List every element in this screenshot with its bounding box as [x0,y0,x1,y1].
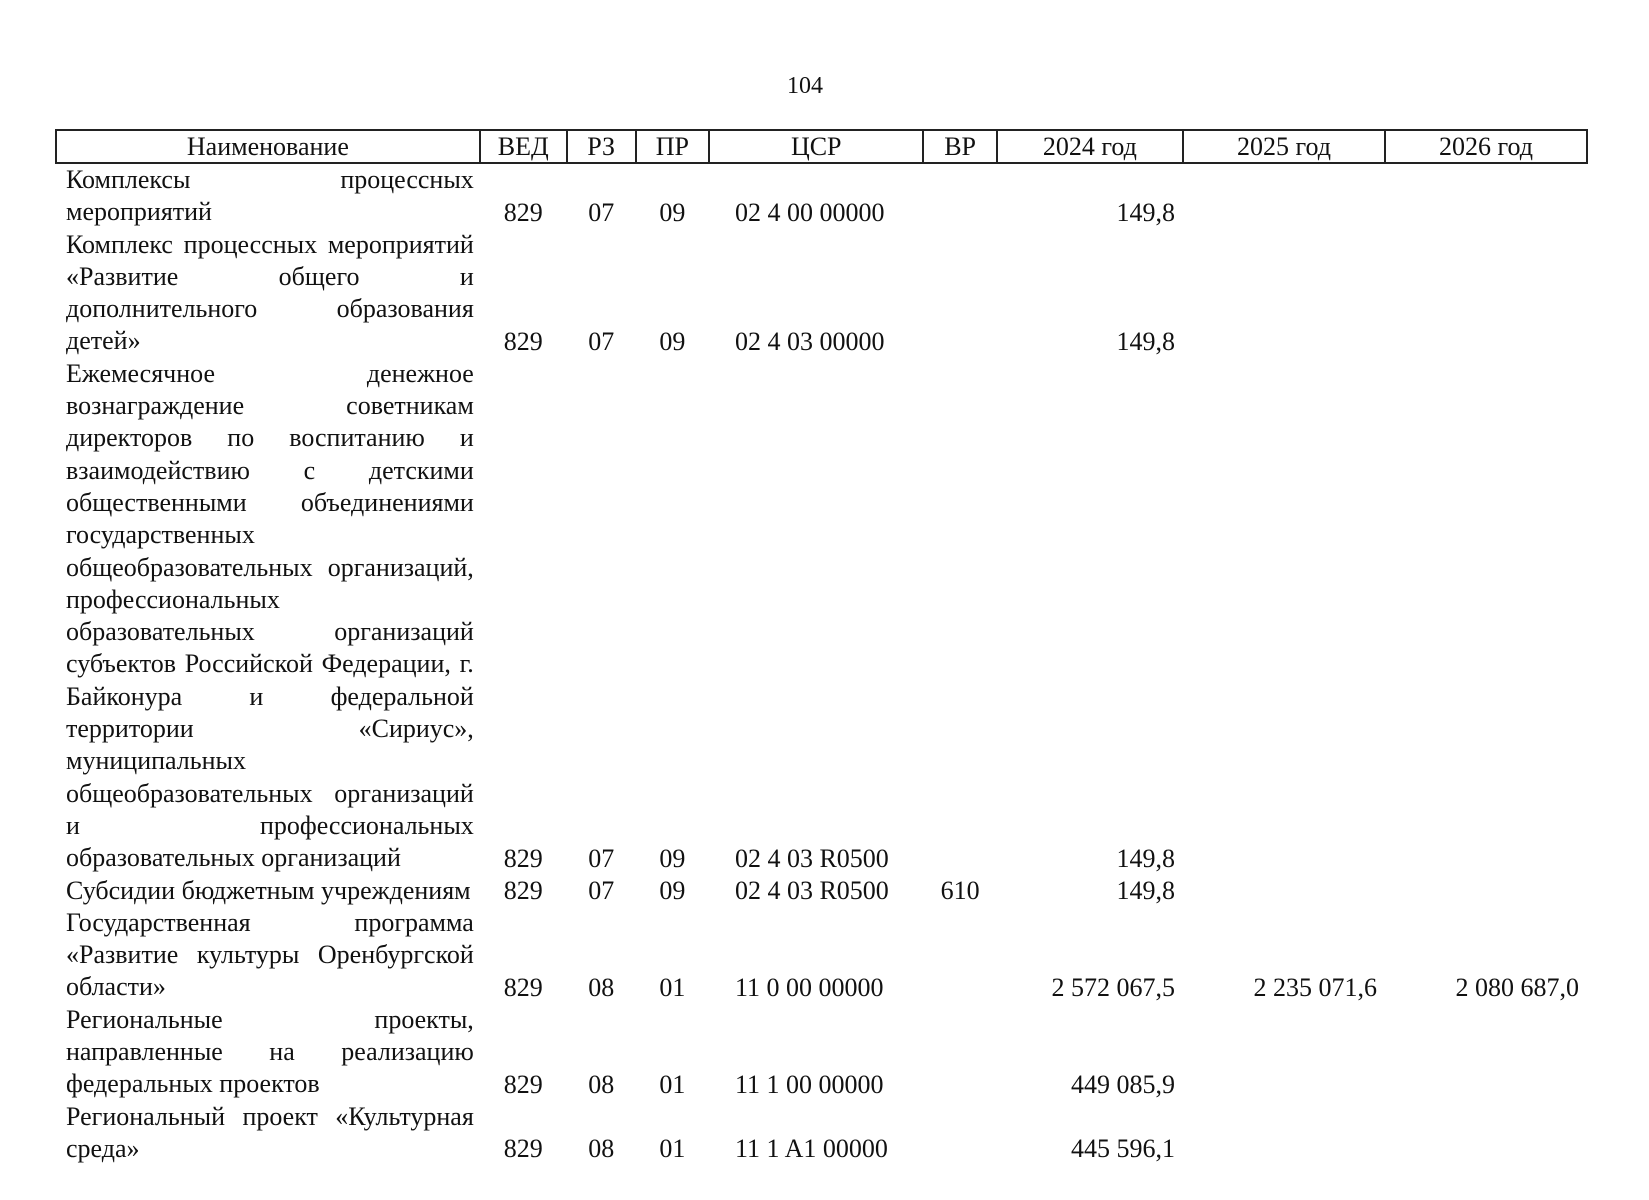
header-name: Наименование [56,130,480,163]
row-name: Ежемесячное денежное вознаграждение советникам директоров по воспитанию и взаимодействию с детскими общественными объединениями государственных общеобразовательных организаций, профессиональных образовательных организаций субъектов Российской Федерации, г. Байконура и федеральной территории «Сириус», муниципальных общеобразовательных организаций и профессиональных образовательных организаций [66,358,474,873]
row-2024: 149,8 [1116,197,1175,227]
row-2025 [1183,163,1385,229]
row-name: Региональные проекты, направленные на реализацию федеральных проектов [66,1004,474,1099]
row-name: Субсидии бюджетным учреждениям [66,875,471,905]
row-2025 [1183,358,1385,875]
row-csr: 02 4 00 00000 [734,197,885,227]
row-name: Государственная программа «Развитие культуры Оренбургской области» [66,907,474,1002]
header-ved: ВЕД [480,130,567,163]
row-2026: 2 080 687,0 [1455,972,1579,1002]
row-2024: 149,8 [1116,843,1175,873]
row-pr: 01 [659,1069,686,1099]
row-csr: 02 4 03 R0500 [734,875,889,905]
row-csr: 02 4 03 R0500 [734,843,889,873]
row-ved: 829 [503,972,543,1002]
row-name: Региональный проект «Культурная среда» [66,1101,474,1163]
header-rz: РЗ [567,130,636,163]
row-pr: 01 [659,972,686,1002]
row-pr: 09 [659,843,686,873]
row-vr [923,1101,996,1166]
row-ved: 829 [503,875,543,905]
row-csr: 11 0 00 00000 [734,972,884,1002]
budget-table [55,129,1588,1165]
row-2026 [1385,358,1587,875]
row-vr [923,163,996,229]
table-row [56,1004,1587,1101]
row-2024: 449 085,9 [1071,1069,1175,1099]
row-vr [923,907,996,1004]
row-name: Комплексы процессных мероприятий [66,165,474,227]
row-2026 [1385,163,1587,229]
row-rz: 07 [588,326,615,356]
table-header-row [56,130,1587,163]
row-name: Комплекс процессных мероприятий «Развитие общего и дополнительного образования детей» [66,229,474,356]
header-2026: 2026 год [1385,130,1587,163]
row-vr [923,229,996,358]
table-row [56,163,1587,229]
row-2024: 149,8 [1116,326,1175,356]
header-2025: 2025 год [1183,130,1385,163]
row-csr: 11 1 00 00000 [734,1069,884,1099]
page-number: 104 [787,73,823,99]
row-vr [923,358,996,875]
header-2024: 2024 год [997,130,1183,163]
header-pr: ПР [636,130,709,163]
table-row [56,907,1587,1004]
row-2025 [1183,1101,1385,1166]
row-pr: 09 [659,197,686,227]
row-2025 [1183,875,1385,907]
table-row [56,358,1587,875]
row-ved: 829 [503,843,543,873]
header-csr: ЦСР [709,130,924,163]
row-pr: 01 [659,1134,686,1164]
row-2024: 445 596,1 [1071,1134,1175,1164]
row-pr: 09 [659,326,686,356]
row-2026 [1385,229,1587,358]
row-ved: 829 [503,326,543,356]
table-row [56,229,1587,358]
row-ved: 829 [503,1134,543,1164]
row-2024: 149,8 [1116,875,1175,905]
row-2026 [1385,1004,1587,1101]
row-ved: 829 [503,197,543,227]
row-2025: 2 235 071,6 [1253,972,1377,1002]
row-2025 [1183,1004,1385,1101]
row-rz: 07 [588,197,615,227]
row-csr: 11 1 A1 00000 [734,1134,888,1164]
row-rz: 08 [588,972,615,1002]
table-row [56,875,1587,907]
row-vr: 610 [940,875,980,905]
table-row [56,1101,1587,1166]
row-ved: 829 [503,1069,543,1099]
row-csr: 02 4 03 00000 [734,326,885,356]
row-rz: 08 [588,1134,615,1164]
row-2025 [1183,229,1385,358]
header-vr: ВР [923,130,996,163]
row-rz: 08 [588,1069,615,1099]
row-rz: 07 [588,875,615,905]
row-vr [923,1004,996,1101]
row-2026 [1385,1101,1587,1166]
row-2026 [1385,875,1587,907]
row-pr: 09 [659,875,686,905]
row-rz: 07 [588,843,615,873]
row-2024: 2 572 067,5 [1051,972,1175,1002]
